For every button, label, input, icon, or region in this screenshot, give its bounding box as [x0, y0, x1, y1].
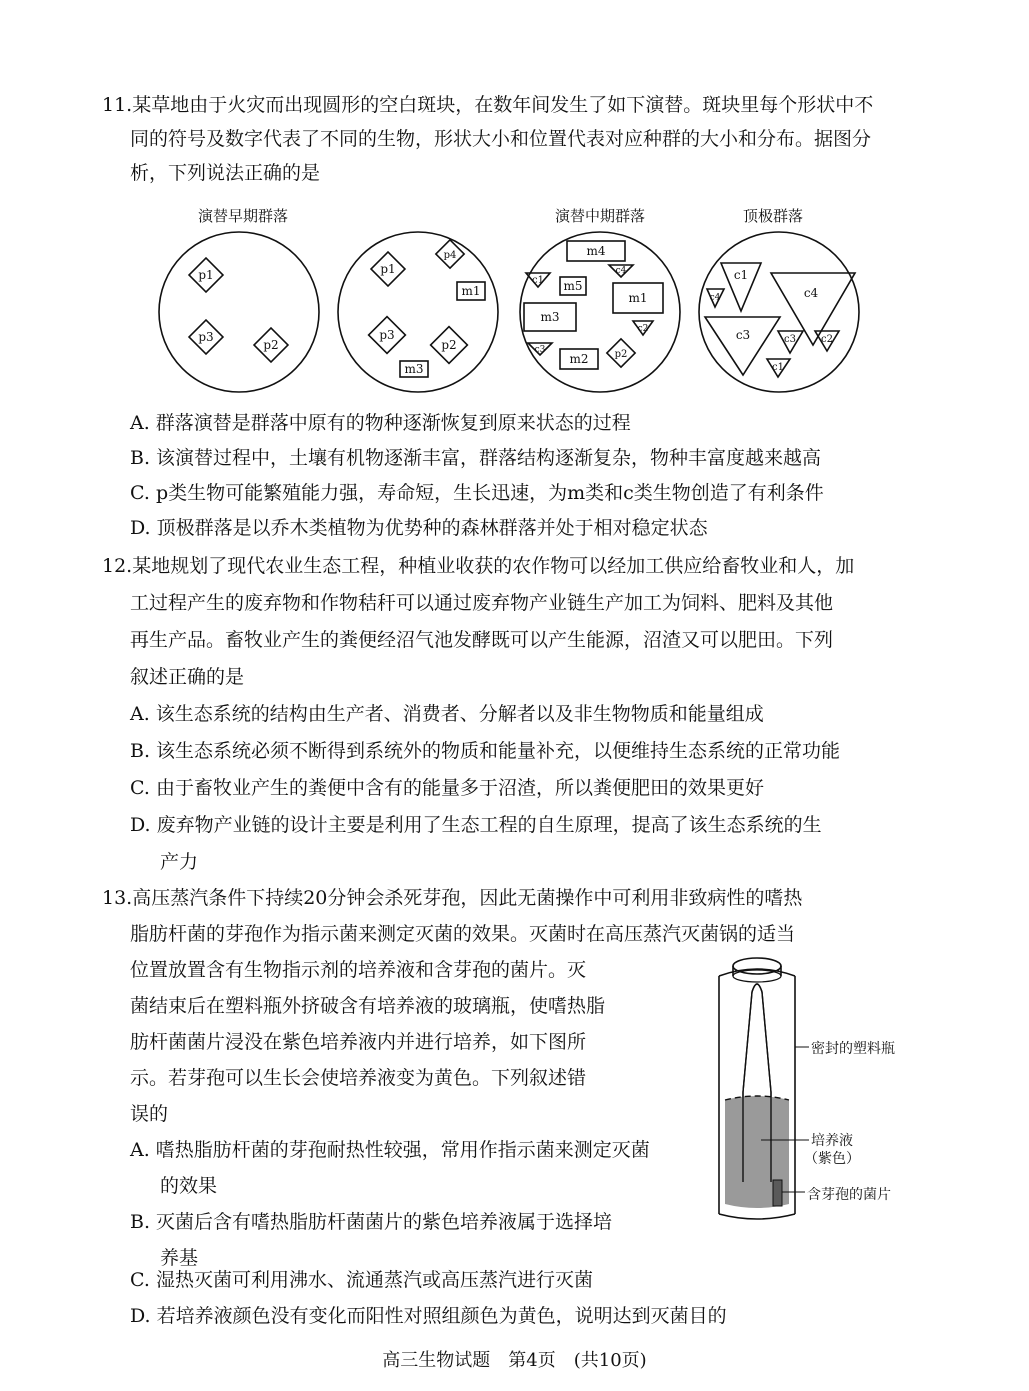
- q11-option-b: B. 该演替过程中，土壤有机物逐渐丰富，群落结构逐渐复杂，物种丰富度越来越高: [130, 447, 822, 469]
- label-c4: c4: [709, 293, 721, 303]
- label-c3: c3: [784, 334, 796, 345]
- q13-option-d: D. 若培养液颜色没有变化而阳性对照组颜色为黄色，说明达到灭菌目的: [130, 1305, 727, 1327]
- q12-stem-line: 叙述正确的是: [130, 666, 245, 688]
- label-p2: p2: [614, 349, 628, 360]
- q12-stem-line: 再生产品。畜牧业产生的粪便经沼气池发酵既可以产生能源，沼渣又可以肥田。下列: [130, 629, 834, 651]
- q13-stem-line: 肪杆菌菌片浸没在紫色培养液内并进行培养，如下图所: [130, 1031, 587, 1053]
- q12-option-a: A. 该生态系统的结构由生产者、消费者、分解者以及非生物物质和能量组成: [130, 703, 764, 725]
- label-medium: 培养液: [811, 1133, 853, 1149]
- q12-option-c: C. 由于畜牧业产生的粪便中含有的能量多于沼渣，所以粪便肥田的效果更好: [130, 777, 764, 799]
- q13-stem-line: 示。若芽孢可以生长会使培养液变为黄色。下列叙述错: [130, 1067, 587, 1089]
- q11-options: [102, 406, 932, 545]
- label-m3: m3: [404, 362, 424, 376]
- label-c1: c1: [772, 362, 784, 373]
- label-m2: m2: [569, 352, 589, 366]
- q13-option-b-cont: 养基: [160, 1247, 199, 1269]
- q13-stem-line: 13.高压蒸汽条件下持续20分钟会杀死芽孢，因此无菌操作中可利用非致病性的嗜热: [102, 887, 803, 909]
- label-spore-strip: 含芽孢的菌片: [807, 1187, 891, 1203]
- label-p2: p2: [263, 338, 279, 352]
- label-m5: m5: [563, 279, 583, 293]
- q13-stem-line: 位置放置含有生物指示剂的培养液和含芽孢的菌片。灭: [130, 959, 587, 981]
- question-13: [102, 880, 932, 952]
- q13-narrow-block: [102, 952, 672, 1276]
- label-p3: p3: [198, 330, 214, 344]
- label-c3: c3: [735, 328, 751, 342]
- q12-stem-line: 工过程产生的废弃物和作物秸秆可以通过废弃物产业链生产加工为饲料、肥料及其他: [130, 592, 834, 614]
- label-c3: c3: [534, 345, 546, 355]
- label-p3: p3: [379, 328, 395, 342]
- label-c2: c2: [637, 324, 649, 334]
- label-c1: c1: [733, 268, 749, 282]
- page-footer: 高三生物试题 第4页 (共10页): [382, 1350, 647, 1371]
- q11-stem-line: 同的符号及数字代表了不同的生物，形状大小和位置代表对应种群的大小和分布。据图分: [130, 128, 872, 150]
- q13-stem-line: 脂肪杆菌的芽孢作为指示菌来测定灭菌的效果。灭菌时在高压蒸汽灭菌锅的适当: [130, 923, 796, 945]
- label-c4: c4: [615, 266, 627, 276]
- q11-stem-line: 析，下列说法正确的是: [130, 162, 321, 184]
- spore-strip: [773, 1180, 782, 1206]
- label-p2: p2: [441, 338, 457, 352]
- circle-early: [159, 232, 319, 392]
- q12-option-d: D. 废弃物产业链的设计主要是利用了生态工程的自生原理，提高了该生态系统的生: [130, 814, 822, 836]
- q11-option-c: C. p类生物可能繁殖能力强，寿命短，生长迅速，为m类和c类生物创造了有利条件: [130, 482, 824, 504]
- q11-option-d: D. 顶极群落是以乔木类植物为优势种的森林群落并处于相对稳定状态: [130, 517, 708, 539]
- q13-options-full: [102, 1262, 932, 1334]
- label-c1: c1: [532, 275, 544, 286]
- q13-option-a-cont: 的效果: [160, 1175, 218, 1197]
- label-p1: p1: [198, 268, 214, 282]
- label-m1: m1: [628, 291, 648, 305]
- caption-early: 演替早期群落: [197, 207, 288, 225]
- q11-option-a: A. 群落演替是群落中原有的物种逐渐恢复到原来状态的过程: [130, 412, 631, 434]
- q13-stem-line: 菌结束后在塑料瓶外挤破含有培养液的玻璃瓶，使嗜热脂: [130, 995, 606, 1017]
- q13-option-c: C. 湿热灭菌可利用沸水、流通蒸汽或高压蒸汽进行灭菌: [130, 1269, 593, 1291]
- q13-option-b: B. 灭菌后含有嗜热脂肪杆菌菌片的紫色培养液属于选择培: [130, 1211, 613, 1233]
- q12-option-b: B. 该生态系统必须不断得到系统外的物质和能量补充，以便维持生态系统的正常功能: [130, 740, 841, 762]
- question-12: [102, 548, 932, 881]
- label-sealed-bottle: 密封的塑料瓶: [811, 1041, 895, 1057]
- succession-figure: [150, 225, 870, 400]
- question-11: [102, 88, 932, 190]
- label-c2: c2: [821, 334, 833, 345]
- label-m3: m3: [540, 310, 560, 324]
- q13-stem-line: 误的: [130, 1103, 169, 1125]
- label-medium-purple: （紫色）: [804, 1151, 860, 1167]
- label-c4: c4: [803, 286, 819, 300]
- label-p1: p1: [380, 262, 396, 276]
- label-p4: p4: [443, 250, 457, 261]
- q13-option-a: A. 嗜热脂肪杆菌的芽孢耐热性较强，常用作指示菌来测定灭菌: [130, 1139, 650, 1161]
- caption-middle: 演替中期群落: [554, 207, 645, 225]
- q11-stem-line: 11.某草地由于火灾而出现圆形的空白斑块，在数年间发生了如下演替。斑块里每个形状中不: [102, 94, 874, 116]
- q12-stem-line: 12.某地规划了现代农业生态工程，种植业收获的农作物可以经加工供应给畜牧业和人，加: [102, 555, 855, 577]
- q12-option-d-cont: 产力: [160, 851, 199, 873]
- caption-climax: 顶极群落: [742, 207, 803, 225]
- label-m4: m4: [586, 244, 606, 258]
- label-m1: m1: [461, 284, 481, 298]
